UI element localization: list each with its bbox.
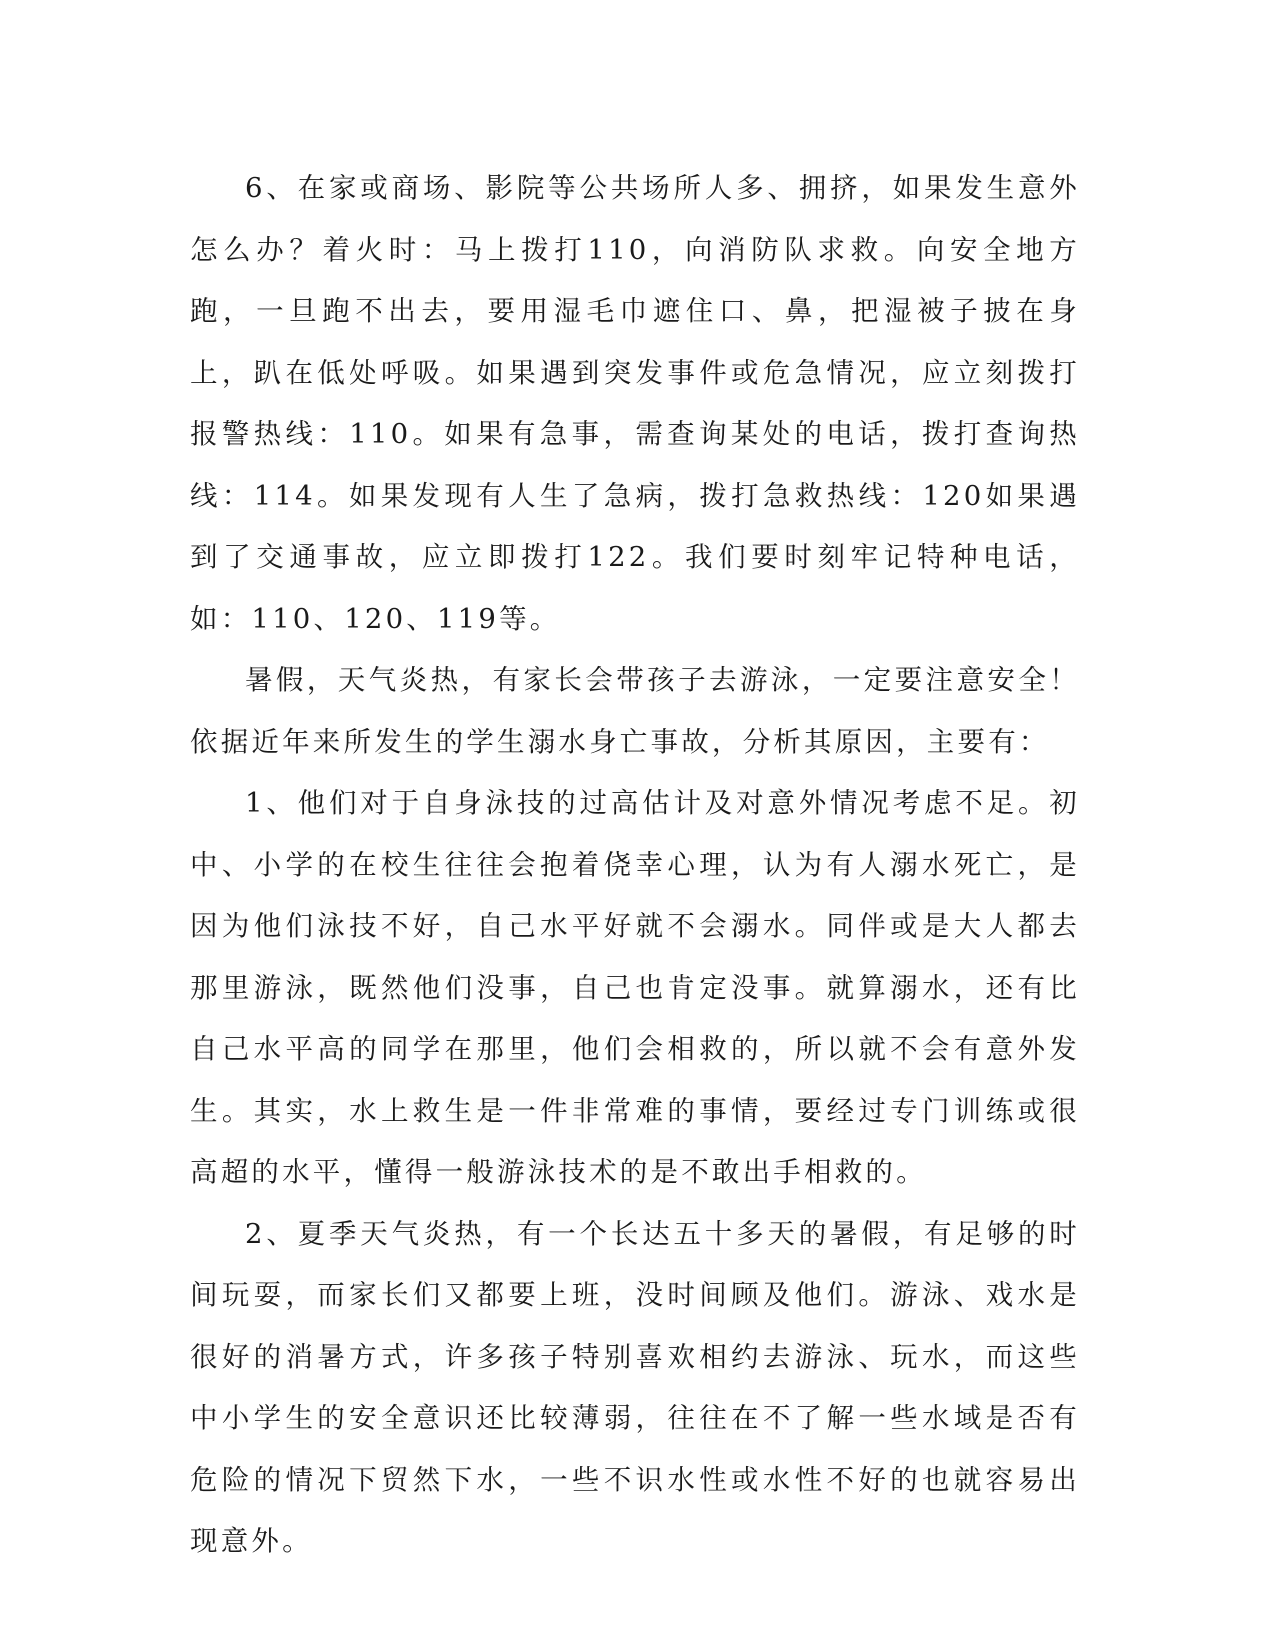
paragraph-reason-1: 1、他们对于自身泳技的过高估计及对意外情况考虑不足。初中、小学的在校生往往会抱着侥幸心理，认为有人溺水死亡，是因为他们泳技不好，自己水平好就不会溺水。同伴或是大人都去那里游泳，既然他们没事，自己也肯定没事。就算溺水，还有比自己水平高的同学在那里，他们会相救的，所以就不会有意外发生。其实，水上救生是一件非常难的事情，要经过专门训练或很高超的水平，懂得一般游泳技术的是不敢出手相救的。 (190, 787, 1080, 1188)
paragraph-summer-swimming-intro: 暑假，天气炎热，有家长会带孩子去游泳，一定要注意安全！依据近年来所发生的学生溺水身亡事故，分析其原因，主要有： (190, 664, 1080, 758)
document-body (190, 158, 1080, 1573)
paragraph-reason-2: 2、夏季天气炎热，有一个长达五十多天的暑假，有足够的时间玩耍，而家长们又都要上班，没时间顾及他们。游泳、戏水是很好的消暑方式，许多孩子特别喜欢相约去游泳、玩水，而这些中小学生的安全意识还比较薄弱，往往在不了解一些水域是否有危险的情况下贸然下水，一些不识水性或水性不好的也就容易出现意外。 (190, 1217, 1080, 1557)
paragraph-emergency-numbers: 6、在家或商场、影院等公共场所人多、拥挤，如果发生意外怎么办？着火时：马上拨打110，向消防队求救。向安全地方跑，一旦跑不出去，要用湿毛巾遮住口、鼻，把湿被子披在身上，趴在低处呼吸。如果遇到突发事件或危急情况，应立刻拨打报警热线：110。如果有急事，需查询某处的电话，拨打查询热线：114。如果发现有人生了急病，拨打急救热线：120如果遇到了交通事故，应立即拨打122。我们要时刻牢记特种电话，如：110、120、119等。 (190, 172, 1080, 635)
